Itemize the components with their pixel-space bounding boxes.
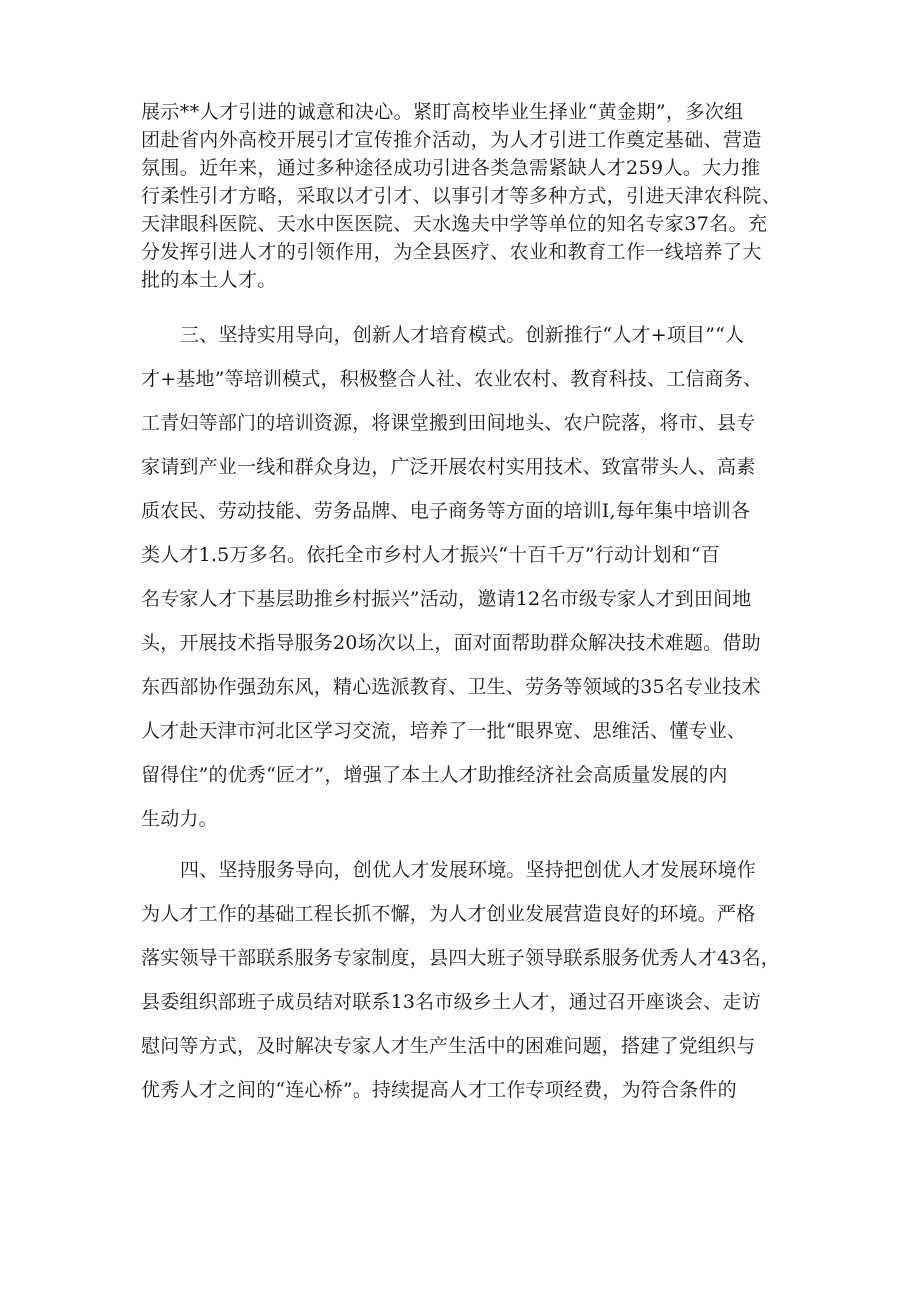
text-line: 天津眼科医院、天水中医医院、天水逸夫中学等单位的知名专家37名。充 bbox=[141, 213, 768, 235]
text-line: 四、坚持服务导向，创优人才发展环境。坚持把创优人才发展环境作 bbox=[180, 859, 757, 881]
text-line: 人才赴天津市河北区学习交流，培养了一批“眼界宽、思维活、懂专业、 bbox=[141, 720, 747, 742]
text-line: 名专家人才下基层助推乡村振兴”活动，邀请12名市级专家人才到田间地 bbox=[141, 588, 752, 610]
text-line: 展示**人才引进的诚意和决心。紧盯高校毕业生择业“黄金期”，多次组 bbox=[141, 101, 744, 123]
text-line: 头，开展技术指导服务20场次以上，面对面帮助群众解决技术难题。借助 bbox=[141, 632, 761, 654]
text-line: 类人才1.5万多名。依托全市乡村人才振兴“十百千万”行动计划和“百 bbox=[141, 544, 720, 566]
text-line: 工青妇等部门的培训资源，将课堂搬到田间地头、农户院落，将市、县专 bbox=[141, 412, 756, 434]
text-line: 氛围。近年来，通过多种途径成功引进各类急需紧缺人才259人。大力推 bbox=[141, 157, 761, 179]
text-line: 优秀人才之间的“连心桥”。持续提高人才工作专项经费，为符合条件的 bbox=[141, 1079, 737, 1101]
text-line: 东西部协作强劲东风，精心选派教育、卫生、劳务等领域的35名专业技术 bbox=[141, 676, 761, 698]
text-line: 家请到产业一线和群众身边，广泛开展农村实用技术、致富带头人、高素 bbox=[141, 456, 756, 478]
text-line: 生动力。 bbox=[141, 808, 218, 830]
text-line: 三、坚持实用导向，创新人才培育模式。创新推行“人才+项目”“人 bbox=[180, 324, 745, 346]
text-line: 行柔性引才方略，采取以才引才、以事引才等多种方式，引进天津农科院、 bbox=[141, 185, 782, 207]
text-line: 才+基地”等培训模式，积极整合人社、农业农村、教育科技、工信商务、 bbox=[141, 368, 763, 390]
text-line: 为人才工作的基础工程长抓不懈，为人才创业发展营造良好的环境。严格 bbox=[141, 903, 756, 925]
text-line: 团赴省内外高校开展引才宣传推介活动，为人才引进工作奠定基础、营造 bbox=[141, 129, 762, 151]
text-line: 留得住”的优秀“匠才”，增强了本土人才助推经济社会高质量发展的内 bbox=[141, 764, 728, 786]
text-line: 质农民、劳动技能、劳务品牌、电子商务等方面的培训I,每年集中培训各 bbox=[141, 500, 751, 522]
text-line: 分发挥引进人才的引领作用，为全县医疗、农业和教育工作一线培养了大 bbox=[141, 241, 762, 263]
text-line: 慰问等方式，及时解决专家人才生产生活中的困难问题，搭建了党组织与 bbox=[141, 1035, 756, 1057]
text-line: 落实领导干部联系服务专家制度，县四大班子领导联系服务优秀人才43名， bbox=[141, 947, 780, 969]
text-line: 批的本土人才。 bbox=[141, 269, 277, 291]
text-line: 县委组织部班子成员结对联系13名市级乡土人才，通过召开座谈会、走访 bbox=[141, 991, 761, 1013]
